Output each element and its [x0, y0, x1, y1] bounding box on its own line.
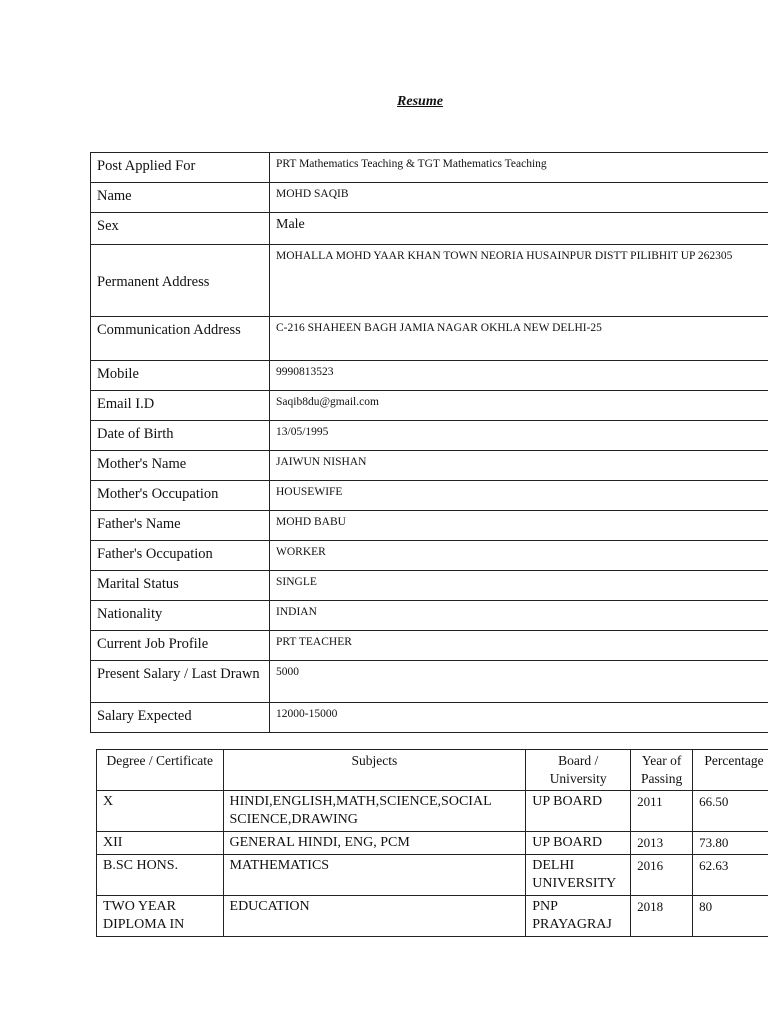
education-percentage: 80 — [693, 896, 768, 937]
education-header-row — [97, 750, 768, 791]
label-fathers-occupation: Father's Occupation — [91, 541, 270, 571]
label-salary-expected: Salary Expected — [91, 703, 270, 733]
education-degree: TWO YEAR DIPLOMA IN — [97, 896, 224, 937]
value-dob: 13/05/1995 — [270, 421, 768, 451]
value-post-applied: PRT Mathematics Teaching & TGT Mathematics Teaching — [270, 153, 768, 183]
label-sex: Sex — [91, 213, 270, 245]
education-degree: XII — [97, 832, 224, 855]
info-row-email — [91, 391, 768, 421]
value-present-salary: 5000 — [270, 661, 768, 703]
label-current-job: Current Job Profile — [91, 631, 270, 661]
label-post-applied: Post Applied For — [91, 153, 270, 183]
header-year: Year of Passing — [631, 750, 693, 791]
value-mothers-name: JAIWUN NISHAN — [270, 451, 768, 481]
info-row-name — [91, 183, 768, 213]
education-row — [97, 855, 768, 896]
education-row — [97, 791, 768, 832]
value-nationality: INDIAN — [270, 601, 768, 631]
label-fathers-name: Father's Name — [91, 511, 270, 541]
label-email: Email I.D — [91, 391, 270, 421]
info-row-fathers-name — [91, 511, 768, 541]
info-row-nationality — [91, 601, 768, 631]
info-row-mothers-occupation — [91, 481, 768, 511]
info-row-sex — [91, 213, 768, 245]
header-board: Board / University — [526, 750, 631, 791]
header-degree: Degree / Certificate — [97, 750, 224, 791]
value-email: Saqib8du@gmail.com — [270, 391, 768, 421]
header-subjects: Subjects — [223, 750, 526, 791]
label-nationality: Nationality — [91, 601, 270, 631]
label-mothers-occupation: Mother's Occupation — [91, 481, 270, 511]
label-mothers-name: Mother's Name — [91, 451, 270, 481]
value-mothers-occupation: HOUSEWIFE — [270, 481, 768, 511]
education-year: 2011 — [631, 791, 693, 832]
education-board: UP BOARD — [526, 791, 631, 832]
education-subjects: EDUCATION — [223, 896, 526, 937]
info-row-current-job — [91, 631, 768, 661]
value-fathers-name: MOHD BABU — [270, 511, 768, 541]
info-row-dob — [91, 421, 768, 451]
education-board: UP BOARD — [526, 832, 631, 855]
label-communication-address: Communication Address — [91, 317, 270, 361]
document-title: Resume — [397, 94, 443, 109]
education-row — [97, 896, 768, 937]
value-mobile: 9990813523 — [270, 361, 768, 391]
info-row-mothers-name — [91, 451, 768, 481]
education-subjects: HINDI,ENGLISH,MATH,SCIENCE,SOCIAL SCIENCE,DRAWING — [223, 791, 526, 832]
label-marital-status: Marital Status — [91, 571, 270, 601]
value-communication-address: C-216 SHAHEEN BAGH JAMIA NAGAR OKHLA NEW DELHI-25 — [270, 317, 768, 361]
education-degree: X — [97, 791, 224, 832]
value-salary-expected: 12000-15000 — [270, 703, 768, 733]
label-dob: Date of Birth — [91, 421, 270, 451]
value-permanent-address: MOHALLA MOHD YAAR KHAN TOWN NEORIA HUSAINPUR DISTT PILIBHIT UP 262305 — [270, 245, 768, 317]
value-name: MOHD SAQIB — [270, 183, 768, 213]
info-row-communication-address — [91, 317, 768, 361]
info-row-post — [91, 153, 768, 183]
education-board: PNP PRAYAGRAJ — [526, 896, 631, 937]
info-row-permanent-address — [91, 245, 768, 317]
header-percentage: Percentage — [693, 750, 768, 791]
education-year: 2016 — [631, 855, 693, 896]
label-mobile: Mobile — [91, 361, 270, 391]
personal-info-table — [90, 152, 768, 733]
info-row-salary-expected — [91, 703, 768, 733]
label-name: Name — [91, 183, 270, 213]
value-marital-status: SINGLE — [270, 571, 768, 601]
value-sex: Male — [270, 213, 768, 245]
info-row-present-salary — [91, 661, 768, 703]
education-percentage: 62.63 — [693, 855, 768, 896]
value-current-job: PRT TEACHER — [270, 631, 768, 661]
education-degree: B.SC HONS. — [97, 855, 224, 896]
label-present-salary: Present Salary / Last Drawn — [91, 661, 270, 703]
label-permanent-address: Permanent Address — [91, 245, 270, 317]
education-subjects: MATHEMATICS — [223, 855, 526, 896]
education-percentage: 73.80 — [693, 832, 768, 855]
education-board: DELHI UNIVERSITY — [526, 855, 631, 896]
value-fathers-occupation: WORKER — [270, 541, 768, 571]
info-row-marital-status — [91, 571, 768, 601]
education-table — [96, 749, 768, 937]
education-year: 2018 — [631, 896, 693, 937]
education-row — [97, 832, 768, 855]
education-year: 2013 — [631, 832, 693, 855]
education-percentage: 66.50 — [693, 791, 768, 832]
info-row-mobile — [91, 361, 768, 391]
info-row-fathers-occupation — [91, 541, 768, 571]
education-subjects: GENERAL HINDI, ENG, PCM — [223, 832, 526, 855]
